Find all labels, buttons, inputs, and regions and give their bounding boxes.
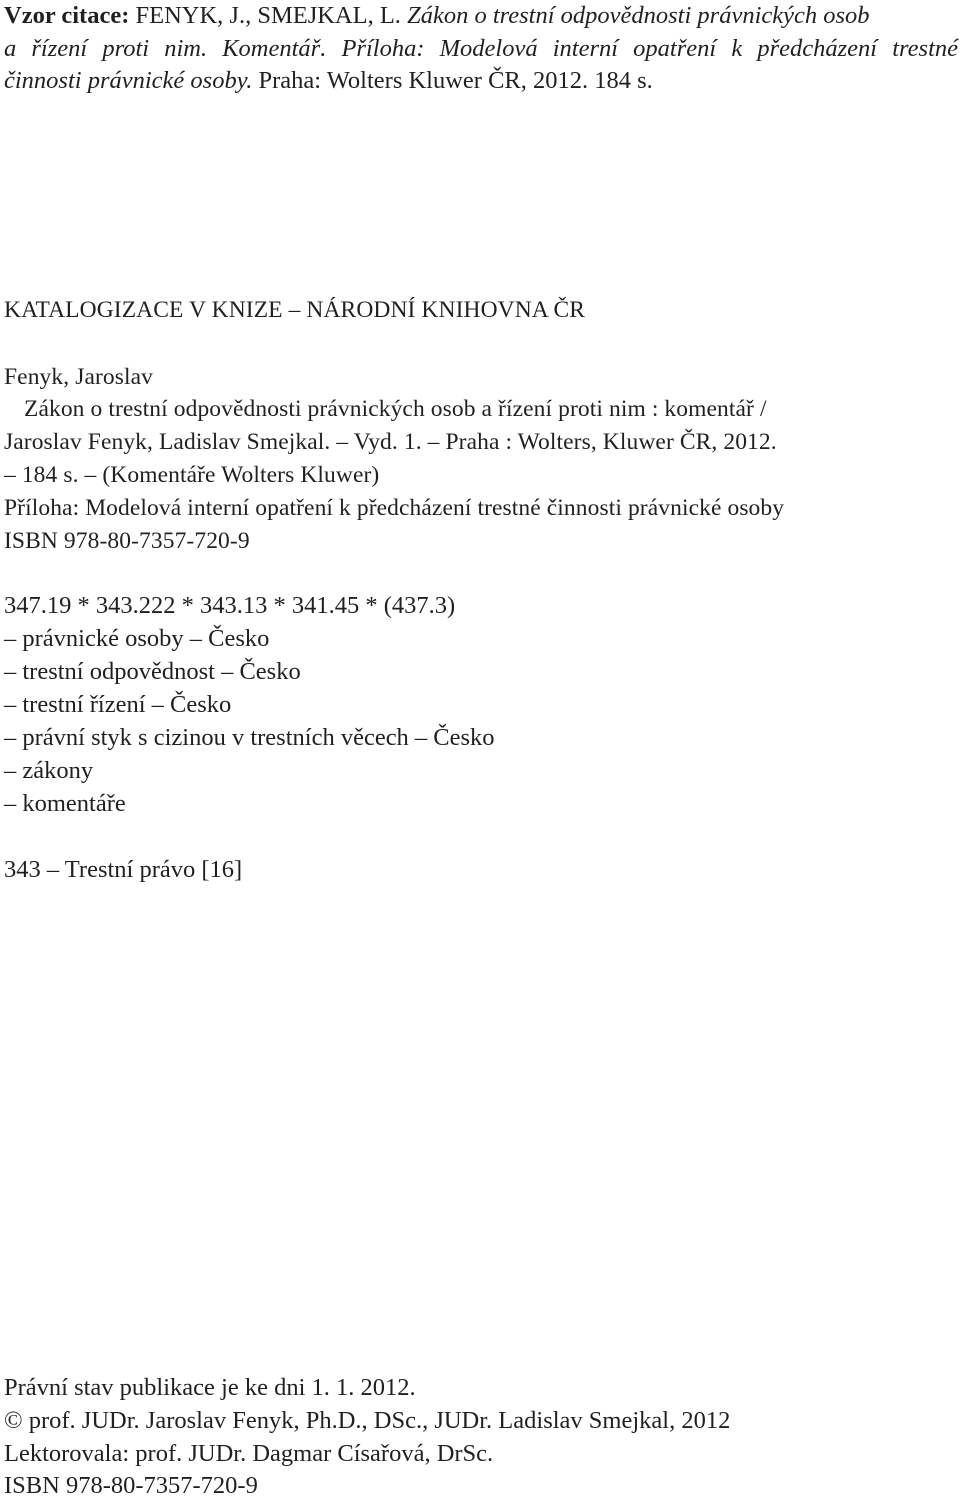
copyright: © prof. JUDr. Jaroslav Fenyk, Ph.D., DSc., JUDr. Ladislav Smejkal, 2012 [4, 1407, 731, 1434]
citation-label: Vzor citace: [4, 2, 130, 29]
catalog-heading: KATALOGIZACE V KNIZE – NÁRODNÍ KNIHOVNA ČR [4, 297, 586, 323]
citation-line-1 [4, 0, 958, 33]
citation-publisher: Praha: Wolters Kluwer ČR, 2012. 184 s. [252, 67, 653, 94]
catalog-title-line-3: – 184 s. – (Komentáře Wolters Kluwer) [4, 462, 380, 488]
catalog-subject: – komentáře [4, 790, 126, 817]
citation-title-part-2: a řízení proti nim. Komentář. Příloha: Modelová interní opatření k předcházení trestné [4, 34, 958, 62]
catalog-category: 343 – Trestní právo [16] [4, 856, 243, 883]
catalog-subject: – trestní odpovědnost – Česko [4, 658, 301, 685]
citation-block [4, 0, 958, 98]
citation-authors: FENYK, J., SMEJKAL, L. [129, 2, 408, 29]
citation-line-2 [4, 33, 958, 66]
catalog-title-line-2: Jaroslav Fenyk, Ladislav Smejkal. – Vyd. 1. – Praha : Wolters, Kluwer ČR, 2012. [4, 429, 777, 455]
catalog-subject: – trestní řízení – Česko [4, 691, 232, 718]
legal-state: Právní stav publikace je ke dni 1. 1. 2012. [4, 1374, 416, 1401]
reviewer: Lektorovala: prof. JUDr. Dagmar Císařová, DrSc. [4, 1440, 494, 1467]
catalog-author: Fenyk, Jaroslav [4, 364, 154, 390]
citation-line-3 [4, 65, 958, 98]
footer-isbn: ISBN 978-80-7357-720-9 [4, 1472, 258, 1499]
citation-title-part-3: činnosti právnické osoby. [4, 67, 253, 94]
citation-title-part-1: Zákon o trestní odpovědnosti právnických osob [407, 2, 870, 29]
catalog-title-line-4: Příloha: Modelová interní opatření k předcházení trestné činnosti právnické osoby [4, 495, 785, 521]
catalog-isbn: ISBN 978-80-7357-720-9 [4, 528, 250, 554]
catalog-title-line-1: Zákon o trestní odpovědnosti právnických osob a řízení proti nim : komentář / [24, 396, 767, 422]
catalog-subject: – právnické osoby – Česko [4, 625, 270, 652]
catalog-subject: – právní styk s cizinou v trestních věcech – Česko [4, 724, 495, 751]
catalog-subject: – zákony [4, 757, 94, 784]
catalog-classification: 347.19 * 343.222 * 343.13 * 341.45 * (437.3) [4, 592, 456, 619]
